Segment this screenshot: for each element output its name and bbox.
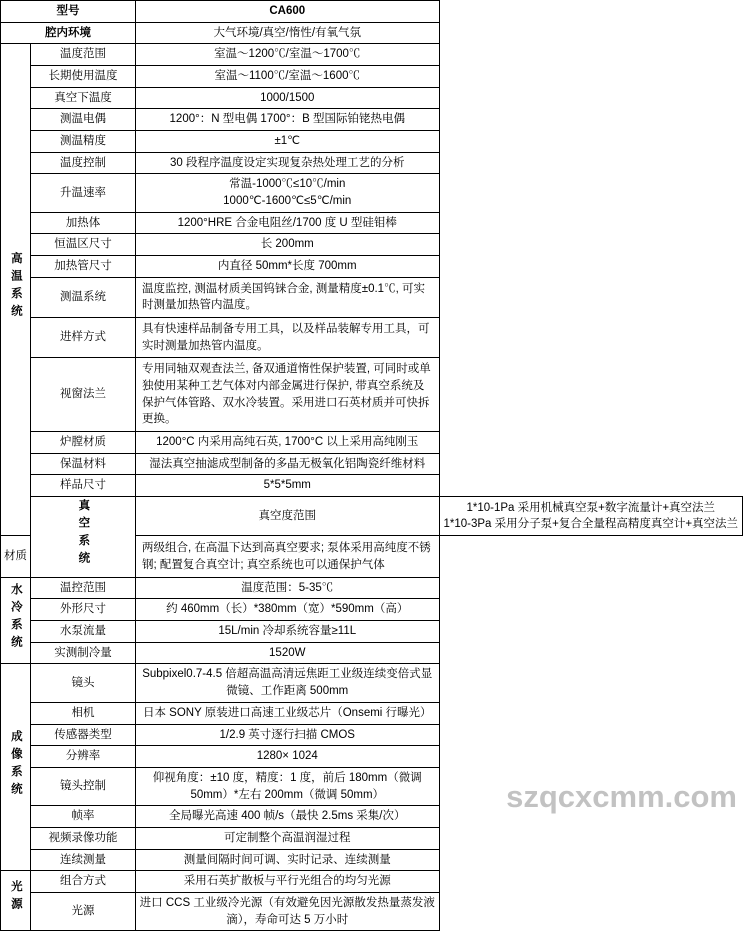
row-label: 视窗法兰 (31, 358, 136, 432)
row-label: 组合方式 (31, 871, 136, 893)
row-value: 进口 CCS 工业级冷光源（有效避免因光源散发热量蒸发液滴），寿命可达 5 万小时 (136, 892, 440, 930)
row-value: 1280× 1024 (136, 746, 440, 768)
row-value: 30 段程序温度设定实现复杂热处理工艺的分析 (136, 152, 440, 174)
table-row (1, 131, 743, 153)
row-label: 加热管尺寸 (31, 256, 136, 278)
environment-label: 腔内环境 (1, 22, 136, 44)
category-label: 高温系统 (9, 252, 22, 323)
row-label: 测温电偶 (31, 109, 136, 131)
row-label: 真空下温度 (31, 87, 136, 109)
row-value: 15L/min 冷却系统容量≥11L (136, 621, 440, 643)
row-value: 1200°HRE 合金电阻丝/1700 度 U 型硅钼棒 (136, 212, 440, 234)
row-label: 镜头 (31, 664, 136, 702)
row-value: 测量间隔时间可调、实时记录、连续测量 (136, 849, 440, 871)
table-row (1, 806, 743, 828)
category-label: 真空系统 (77, 499, 90, 570)
table-row (1, 849, 743, 871)
table-row (1, 599, 743, 621)
row-label: 帧率 (31, 806, 136, 828)
table-row (1, 746, 743, 768)
table-body (1, 1, 743, 931)
table-row (1, 256, 743, 278)
row-label: 炉膛材质 (31, 432, 136, 454)
table-row (1, 621, 743, 643)
row-label: 外形尺寸 (31, 599, 136, 621)
row-value: 5*5*5mm (136, 475, 440, 497)
environment-value: 大气环境/真空/惰性/有氧气氛 (136, 22, 440, 44)
table-row (1, 724, 743, 746)
table-row (1, 432, 743, 454)
watermark: szqcxcmm.com (506, 779, 737, 814)
row-value: 温度范围：5-35℃ (136, 577, 440, 599)
row-label: 实测制冷量 (31, 642, 136, 664)
row-label: 水泵流量 (31, 621, 136, 643)
row-label: 恒温区尺寸 (31, 234, 136, 256)
row-label: 真空度范围 (136, 497, 440, 536)
table-row (1, 827, 743, 849)
row-label: 相机 (31, 702, 136, 724)
row-value: 室温～1200℃/室温～1700℃ (136, 44, 440, 66)
row-value-line2: 1*10-3Pa 采用分子泵+复合全量程高精度真空计+真空法兰 (443, 518, 739, 531)
row-label: 视频录像功能 (31, 827, 136, 849)
category-vacuum (31, 497, 136, 578)
row-label: 长期使用温度 (31, 66, 136, 88)
row-value (439, 497, 743, 536)
table-row (1, 497, 743, 536)
row-label: 样品尺寸 (31, 475, 136, 497)
row-value: 1520W (136, 642, 440, 664)
row-value: 1000/1500 (136, 87, 440, 109)
row-value: 室温～1100℃/室温～1600℃ (136, 66, 440, 88)
category-label: 成像系统 (9, 729, 22, 800)
row-label: 光源 (31, 892, 136, 930)
table-row (1, 642, 743, 664)
table-row (1, 358, 743, 432)
row-label: 连续测量 (31, 849, 136, 871)
row-value: 湿法真空抽滤成型制备的多晶无极氧化铝陶瓷纤维材料 (136, 453, 440, 475)
row-label: 传感器类型 (31, 724, 136, 746)
table-row (1, 109, 743, 131)
table-row (1, 453, 743, 475)
row-label: 进样方式 (31, 318, 136, 358)
row-value: Subpixel0.7-4.5 倍超高温高清远焦距工业级连续变倍式显微镜、工作距离 500mm (136, 664, 440, 702)
table-row (1, 212, 743, 234)
row-value: 仰视角度：±10 度，精度：1 度，前后 180mm（微调 50mm）*左右 200mm（微调 50mm） (136, 767, 440, 805)
table-row (1, 767, 743, 805)
row-value-line2: 1000℃-1600℃≤5℃/min (223, 195, 352, 208)
row-value-line1: 常温-1000℃≤10℃/min (229, 178, 346, 191)
table-row (1, 892, 743, 930)
row-value: 具有快速样品制备专用工具，以及样品装解专用工具，可实时测量加热管内温度。 (136, 318, 440, 358)
category-imaging (1, 664, 31, 871)
row-value: 专用同轴双观查法兰, 备双通道惰性保护装置, 可同时或单独使用某种工艺气体对内部金属进行保护, 带真空系统及保护气体管路、双水冷装置。采用进口石英材质并可快拆更换。 (136, 358, 440, 432)
row-value: 可定制整个高温润湿过程 (136, 827, 440, 849)
row-value: 1200°C 内采用高纯石英, 1700°C 以上采用高纯刚玉 (136, 432, 440, 454)
row-label: 升温速率 (31, 174, 136, 212)
table-row-environment (1, 22, 743, 44)
row-value: 全局曝光高速 400 帧/s（最快 2.5ms 采集/次） (136, 806, 440, 828)
table-row (1, 664, 743, 702)
model-label: 型号 (1, 1, 136, 23)
row-value (136, 174, 440, 212)
table-row (1, 577, 743, 599)
category-label: 水冷系统 (9, 582, 22, 653)
table-row (1, 87, 743, 109)
row-value: 内直径 50mm*长度 700mm (136, 256, 440, 278)
row-label: 分辨率 (31, 746, 136, 768)
row-value: 长 200mm (136, 234, 440, 256)
row-value: 采用石英扩散板与平行光组合的均匀光源 (136, 871, 440, 893)
table-row (1, 234, 743, 256)
row-value: ±1℃ (136, 131, 440, 153)
row-value-line1: 1*10-1Pa 采用机械真空泵+数字流量计+真空法兰 (466, 501, 716, 514)
row-label: 温度范围 (31, 44, 136, 66)
row-value: 1200°：N 型电偶 1700°：B 型国际铂铑热电偶 (136, 109, 440, 131)
table-row (1, 277, 743, 317)
table-row (1, 871, 743, 893)
category-high-temperature (1, 44, 31, 536)
table-row (1, 174, 743, 212)
model-value: CA600 (136, 1, 440, 23)
row-label: 温度控制 (31, 152, 136, 174)
table-row (1, 318, 743, 358)
row-label: 加热体 (31, 212, 136, 234)
table-row (1, 66, 743, 88)
row-label: 镜头控制 (31, 767, 136, 805)
row-label: 保温材料 (31, 453, 136, 475)
category-label: 光源 (9, 880, 22, 916)
row-label: 材质 (1, 536, 31, 577)
row-value: 日本 SONY 原装进口高速工业级芯片（Onsemi 行曝光） (136, 702, 440, 724)
table-row (1, 702, 743, 724)
category-light-source (1, 871, 31, 931)
row-label: 测温精度 (31, 131, 136, 153)
table-row-model (1, 1, 743, 23)
row-value: 两级组合, 在高温下达到高真空要求; 泵体采用高纯度不锈钢; 配置复合真空计; 真空系统也可以通保护气体 (136, 536, 440, 577)
table-row (1, 44, 743, 66)
row-value: 温度监控, 测温材质美国钨铼合金, 测量精度±0.1℃, 可实时测量加热管内温度。 (136, 277, 440, 317)
row-label: 测温系统 (31, 277, 136, 317)
row-label: 温控范围 (31, 577, 136, 599)
row-value: 约 460mm（长）*380mm（宽）*590mm（高） (136, 599, 440, 621)
row-value: 1/2.9 英寸逐行扫描 CMOS (136, 724, 440, 746)
table-row (1, 475, 743, 497)
category-water-cooling (1, 577, 31, 664)
table-row (1, 152, 743, 174)
